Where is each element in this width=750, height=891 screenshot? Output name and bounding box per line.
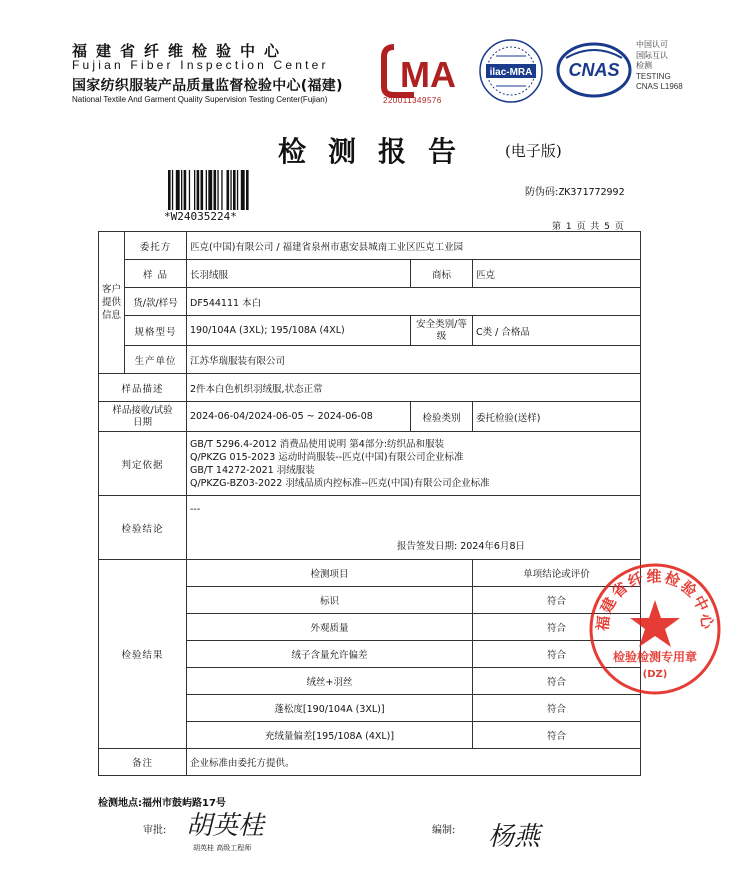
cnas-text-line: TESTING	[636, 71, 671, 81]
table-row	[99, 232, 641, 260]
table-row	[99, 288, 641, 316]
result-value: 符合	[473, 641, 641, 668]
barcode-bar	[184, 170, 187, 210]
barcode-bar	[189, 170, 190, 210]
result-value: 符合	[473, 722, 641, 749]
basis-label: 判定依据	[99, 432, 187, 496]
barcode-bar	[217, 170, 218, 210]
results-header-item: 检测项目	[187, 560, 473, 587]
cnas-text-line: 检测	[636, 61, 652, 70]
result-value: 符合	[473, 668, 641, 695]
barcode-bar	[227, 170, 230, 210]
compiler-signature-text: 杨燕	[488, 822, 541, 852]
cnas-text	[636, 40, 683, 93]
result-item: 标识	[187, 587, 473, 614]
page-info: 第 1 页 共 5 页	[552, 222, 625, 232]
result-value: 符合	[473, 695, 641, 722]
table-row	[99, 496, 641, 560]
result-item: 绒子含量允许偏差	[187, 641, 473, 668]
results-label: 检验结果	[99, 560, 187, 749]
manufacturer-value: 江苏华瑞服装有限公司	[187, 346, 641, 374]
reviewer-signature-text: 胡英桂	[186, 811, 265, 841]
cnas-logo	[556, 40, 632, 100]
description-value: 2件本白色机织羽绒服,状态正常	[187, 374, 641, 402]
conclusion-value: ---	[190, 504, 201, 515]
consignor-label: 委托方	[125, 232, 187, 260]
conclusion-cell	[187, 496, 641, 560]
barcode-bar	[194, 170, 195, 210]
barcode	[168, 170, 272, 210]
test-type-label: 检验类别	[411, 402, 473, 432]
org-name-en: Fujian Fiber Inspection Center	[72, 58, 329, 72]
manufacturer-label: 生产单位	[125, 346, 187, 374]
address-label: 检测地点:	[98, 798, 142, 809]
org-name-cn: 福建省纤维检验中心	[72, 42, 289, 60]
barcode-bar	[230, 170, 231, 210]
report-title: 检测报告	[278, 135, 479, 168]
dates-value: 2024-06-04/2024-06-05 ~ 2024-06-08	[187, 402, 411, 432]
conclusion-label: 检验结论	[99, 496, 187, 560]
results-header-eval: 单项结论或评价	[473, 560, 641, 587]
remarks-label: 备注	[99, 749, 187, 776]
customer-group-label: 客户提供信息	[99, 232, 125, 374]
stamp-center-text: 检验检测专用章	[612, 650, 698, 664]
style-label: 货/款/样号	[125, 288, 187, 316]
cnas-text-line: 中国认可	[636, 40, 668, 49]
result-item: 充绒量偏差[195/108A (4XL)]	[187, 722, 473, 749]
cma-logo	[380, 43, 470, 103]
sample-value: 长羽绒服	[187, 260, 411, 288]
issue-date: 报告签发日期: 2024年6月8日	[397, 541, 525, 552]
barcode-bar	[181, 170, 182, 210]
table-row	[99, 402, 641, 432]
remarks-value: 企业标准由委托方提供。	[187, 749, 641, 776]
result-item: 蓬松度[190/104A (3XL)]	[187, 695, 473, 722]
barcode-bar	[237, 170, 238, 210]
barcode-bar	[221, 170, 222, 210]
compiler-signature	[486, 815, 548, 855]
spec-value: 190/104A (3XL); 195/108A (4XL)	[187, 316, 411, 346]
sample-label: 样 品	[125, 260, 187, 288]
test-type-value: 委托检验(送样)	[473, 402, 641, 432]
stamp-code: (DZ)	[642, 669, 668, 680]
spec-label: 规格型号	[125, 316, 187, 346]
barcode-text: *W24035224*	[164, 210, 237, 223]
table-row	[99, 346, 641, 374]
cnas-logo-text: CNAS	[568, 60, 620, 80]
reviewer-name: 胡英桂 高级工程师	[193, 844, 252, 852]
result-item: 外观质量	[187, 614, 473, 641]
stamp-star-icon	[630, 600, 680, 647]
basis-line: GB/T 14272-2021 羽绒服装	[190, 464, 315, 476]
cma-logo-text: MA	[400, 54, 456, 95]
cnas-text-line: 国际互认	[636, 50, 668, 60]
anti-fake-label: 防伪码:	[525, 187, 559, 198]
barcode-bar	[214, 170, 217, 210]
table-row	[99, 560, 641, 587]
cma-number: 220011349576	[383, 96, 442, 105]
result-item: 绒丝+羽丝	[187, 668, 473, 695]
table-row	[99, 316, 641, 346]
barcode-bar	[206, 170, 207, 210]
safety-label: 安全类别/等级	[411, 316, 473, 346]
anti-fake-value: ZK371772992	[558, 187, 625, 198]
compiler-label: 编制:	[432, 825, 456, 836]
basis-line: GB/T 5296.4-2012 消费品使用说明 第4部分:纺织品和服装	[190, 438, 445, 450]
barcode-bar	[168, 170, 171, 210]
table-row	[99, 374, 641, 402]
cnas-text-line: CNAS L1968	[636, 82, 683, 91]
basis-line: Q/PKZG-BZ03-2022 羽绒品质内控标准--匹克(中国)有限公司企业标准	[190, 477, 490, 489]
table-row	[99, 432, 641, 496]
report-table	[98, 231, 641, 776]
org-full-name-en: National Textile And Garment Quality Supervision Testing Center(Fujian)	[72, 95, 328, 104]
result-value: 符合	[473, 587, 641, 614]
ilac-mra-logo-text: ilac-MRA	[489, 67, 533, 78]
table-row	[99, 749, 641, 776]
reviewer-signature	[184, 806, 274, 842]
barcode-bar	[201, 170, 204, 210]
barcode-bar	[197, 170, 200, 210]
description-label: 样品描述	[99, 374, 187, 402]
barcode-bar	[246, 170, 249, 210]
anti-fake-code	[525, 183, 625, 198]
address-value: 福州市鼓屿路17号	[142, 798, 226, 809]
official-stamp	[588, 562, 722, 696]
table-row	[99, 260, 641, 288]
basis-list	[187, 432, 641, 496]
stamp-ring-text: 福建省纤维检验中心	[593, 567, 717, 632]
org-full-name-cn: 国家纺织服装产品质量监督检验中心(福建)	[72, 78, 343, 94]
barcode-bar	[172, 170, 173, 210]
dates-label: 样品接收/试验日期	[99, 402, 187, 432]
barcode-bar	[208, 170, 212, 210]
consignor-value: 匹克(中国)有限公司 / 福建省泉州市惠安县城南工业区匹克工业园	[187, 232, 641, 260]
brand-label: 商标	[411, 260, 473, 288]
report-edition: (电子版)	[505, 142, 562, 160]
result-value: 符合	[473, 614, 641, 641]
brand-value: 匹克	[473, 260, 641, 288]
barcode-bar	[176, 170, 180, 210]
ilac-mra-logo	[478, 38, 544, 104]
style-value: DF544111 本白	[187, 288, 641, 316]
barcode-bar	[233, 170, 236, 210]
barcode-bar	[241, 170, 245, 210]
safety-value: C类 / 合格品	[473, 316, 641, 346]
basis-line: Q/PKZG 015-2023 运动时尚服装--匹克(中国)有限公司企业标准	[190, 451, 464, 463]
reviewer-label: 审批:	[143, 825, 167, 836]
